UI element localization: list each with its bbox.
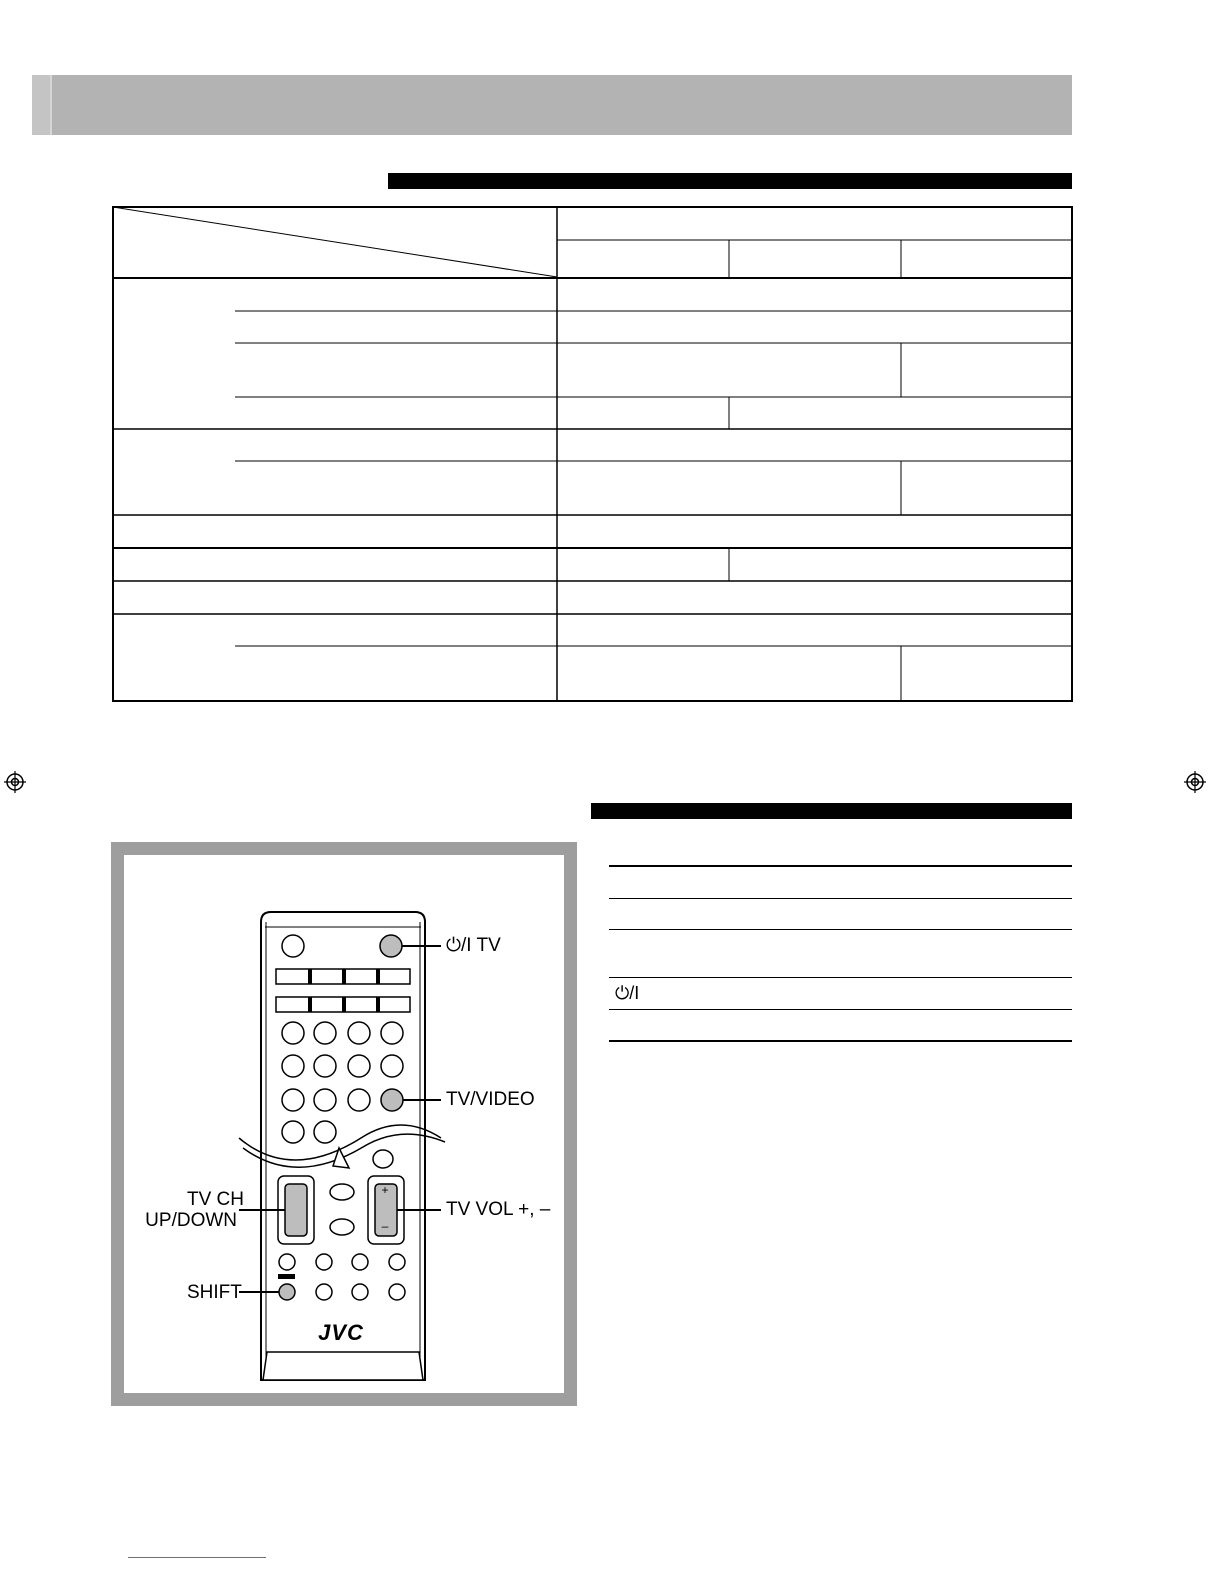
tv-video-label: TV/VIDEO [446,1089,535,1110]
shift-label: SHIFT [187,1282,242,1303]
section-bar-buttons [591,803,1072,819]
list-rule [609,898,1072,899]
tv-ch-label-line1: TV CH [187,1189,244,1210]
registration-mark-left [4,771,26,793]
vol-minus-sign: – [381,1219,389,1233]
table-grid [0,0,1224,720]
tv-ch-label-line2: UP/DOWN [145,1210,237,1231]
list-rule [609,977,1072,978]
list-rule [609,1009,1072,1010]
list-rule [609,865,1072,867]
footer-rule [128,1557,266,1558]
registration-mark-right [1184,771,1206,793]
vol-plus-sign: + [381,1183,389,1197]
list-rule [609,1040,1072,1042]
list-rule [609,929,1072,930]
power-symbol-label: ⏻/I [615,983,640,1003]
tv-vol-label: TV VOL +, – [446,1199,551,1220]
power-tv-label: ⏻/I TV [446,935,501,956]
jvc-logo: JVC [318,1320,364,1345]
